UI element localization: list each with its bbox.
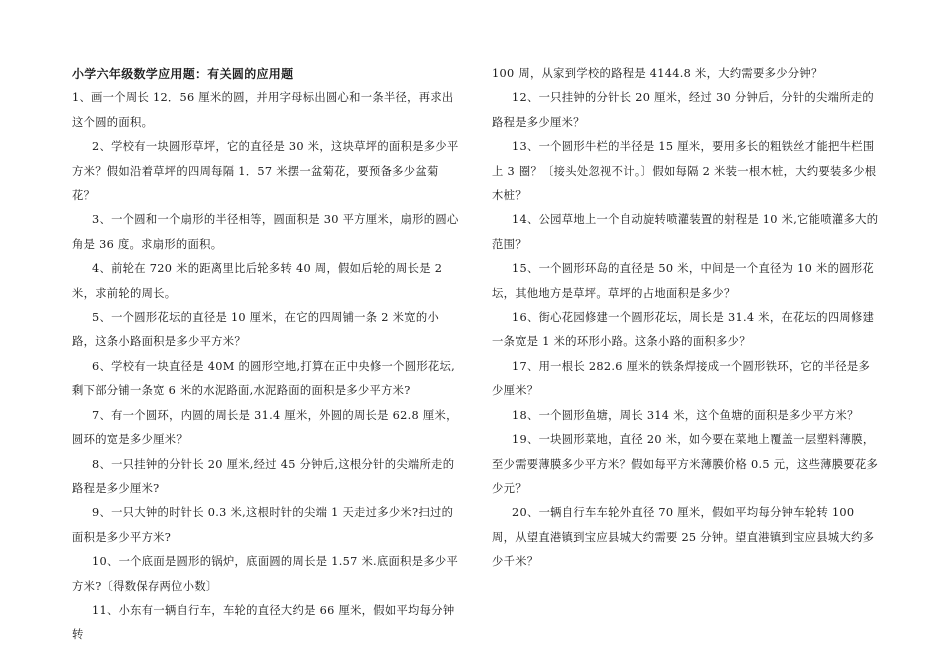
document-title: 小学六年级数学应用题：有关圆的应用题 (72, 67, 294, 81)
question-19: 19、一块圆形菜地，直径 20 米，如今要在菜地上覆盖一层塑料薄膜，至少需要薄膜多少平方米？假如每平方米薄膜价格 0.5 元，这些薄膜要花多少元？ (492, 433, 879, 495)
question-11-part-1: 11、小东有一辆自行车，车轮的直径大约是 66 厘米，假如平均每分钟转 (72, 603, 455, 642)
question-9: 9、一只大钟的时针长 0.3 米,这根时针的尖端 1 天走过多少米?扫过的面积是多少平方米? (72, 506, 454, 544)
question-7: 7、有一个圆环，内圆的周长是 31.4 厘米，外圆的周长是 62.8 厘米，圆环的宽是多少厘米？ (72, 408, 458, 447)
right-column (492, 62, 880, 575)
question-10: 10、一个底面是圆形的锅炉，底面圆的周长是 1.57 米.底面积是多少平方米?〔得数保存两位小数〕 (72, 555, 459, 593)
question-6: 6、学校有一块直径是 40M 的圆形空地,打算在正中央修一个圆形花坛,剩下部分铺一条宽 6 米的水泥路面,水泥路面的面积是多少平方米? (72, 359, 456, 398)
question-13: 13、一个圆形牛栏的半径是 15 厘米，要用多长的粗铁丝才能把牛栏围上 3 圈？〔接头处忽视不计。〕假如每隔 2 米装一根木桩，大约要装多少根木桩？ (492, 140, 877, 203)
question-14: 14、公园草地上一个自动旋转喷灌装置的射程是 10 米,它能喷灌多大的范围？ (492, 213, 879, 251)
question-15: 15、一个圆形环岛的直径是 50 米，中间是一个直径为 10 米的圆形花坛，其他地方是草坪。草坪的占地面积是多少？ (492, 262, 875, 300)
question-16: 16、街心花园修建一个圆形花坛，周长是 31.4 米，在花坛的四周修建一条宽是 1 米的环形小路。这条小路的面积多少？ (492, 311, 875, 349)
question-18: 18、一个圆形鱼塘，周长 314 米，这个鱼塘的面积是多少平方米？ (512, 408, 859, 422)
question-2: 2、学校有一块圆形草坪，它的直径是 30 米，这块草坪的面积是多少平方米？假如沿着草坪的四周每隔 1．57 米摆一盆菊花，要预备多少盆菊花？ (72, 140, 459, 203)
question-3: 3、一个圆和一个扇形的半径相等，圆面积是 30 平方厘米，扇形的圆心角是 36 度。求扇形的面积。 (72, 213, 459, 251)
question-12: 12、一只挂钟的分针长 20 厘米，经过 30 分钟后，分针的尖端所走的路程是多少厘米？ (492, 91, 875, 129)
question-11-part-2: 100 周，从家到学校的路程是 4144.8 米，大约需要多少分钟？ (492, 67, 823, 80)
question-1: 1、画一个周长 12．56 厘米的圆，并用字母标出圆心和一条半径，再求出这个圆的面积。 (72, 91, 454, 129)
question-5: 5、一个圆形花坛的直径是 10 厘米，在它的四周铺一条 2 米宽的小路，这条小路面积是多少平方米？ (72, 311, 440, 349)
question-8: 8、一只挂钟的分针长 20 厘米,经过 45 分钟后,这根分针的尖端所走的路程是多少厘米? (72, 457, 455, 495)
question-17: 17、用一根长 282.6 厘米的铁条焊接成一个圆形铁环，它的半径是多少厘米？ (492, 359, 871, 398)
left-column (72, 62, 460, 648)
question-4: 4、前轮在 720 米的距离里比后轮多转 40 周，假如后轮的周长是 2 米，求前轮的周长。 (72, 262, 447, 300)
question-20: 20、一辆自行车车轮外直径 70 厘米，假如平均每分钟车轮转 100 周，从望直港镇到宝应县城大约需要 25 分钟。望直港镇到宝应县城大约多少千米？ (492, 506, 875, 569)
